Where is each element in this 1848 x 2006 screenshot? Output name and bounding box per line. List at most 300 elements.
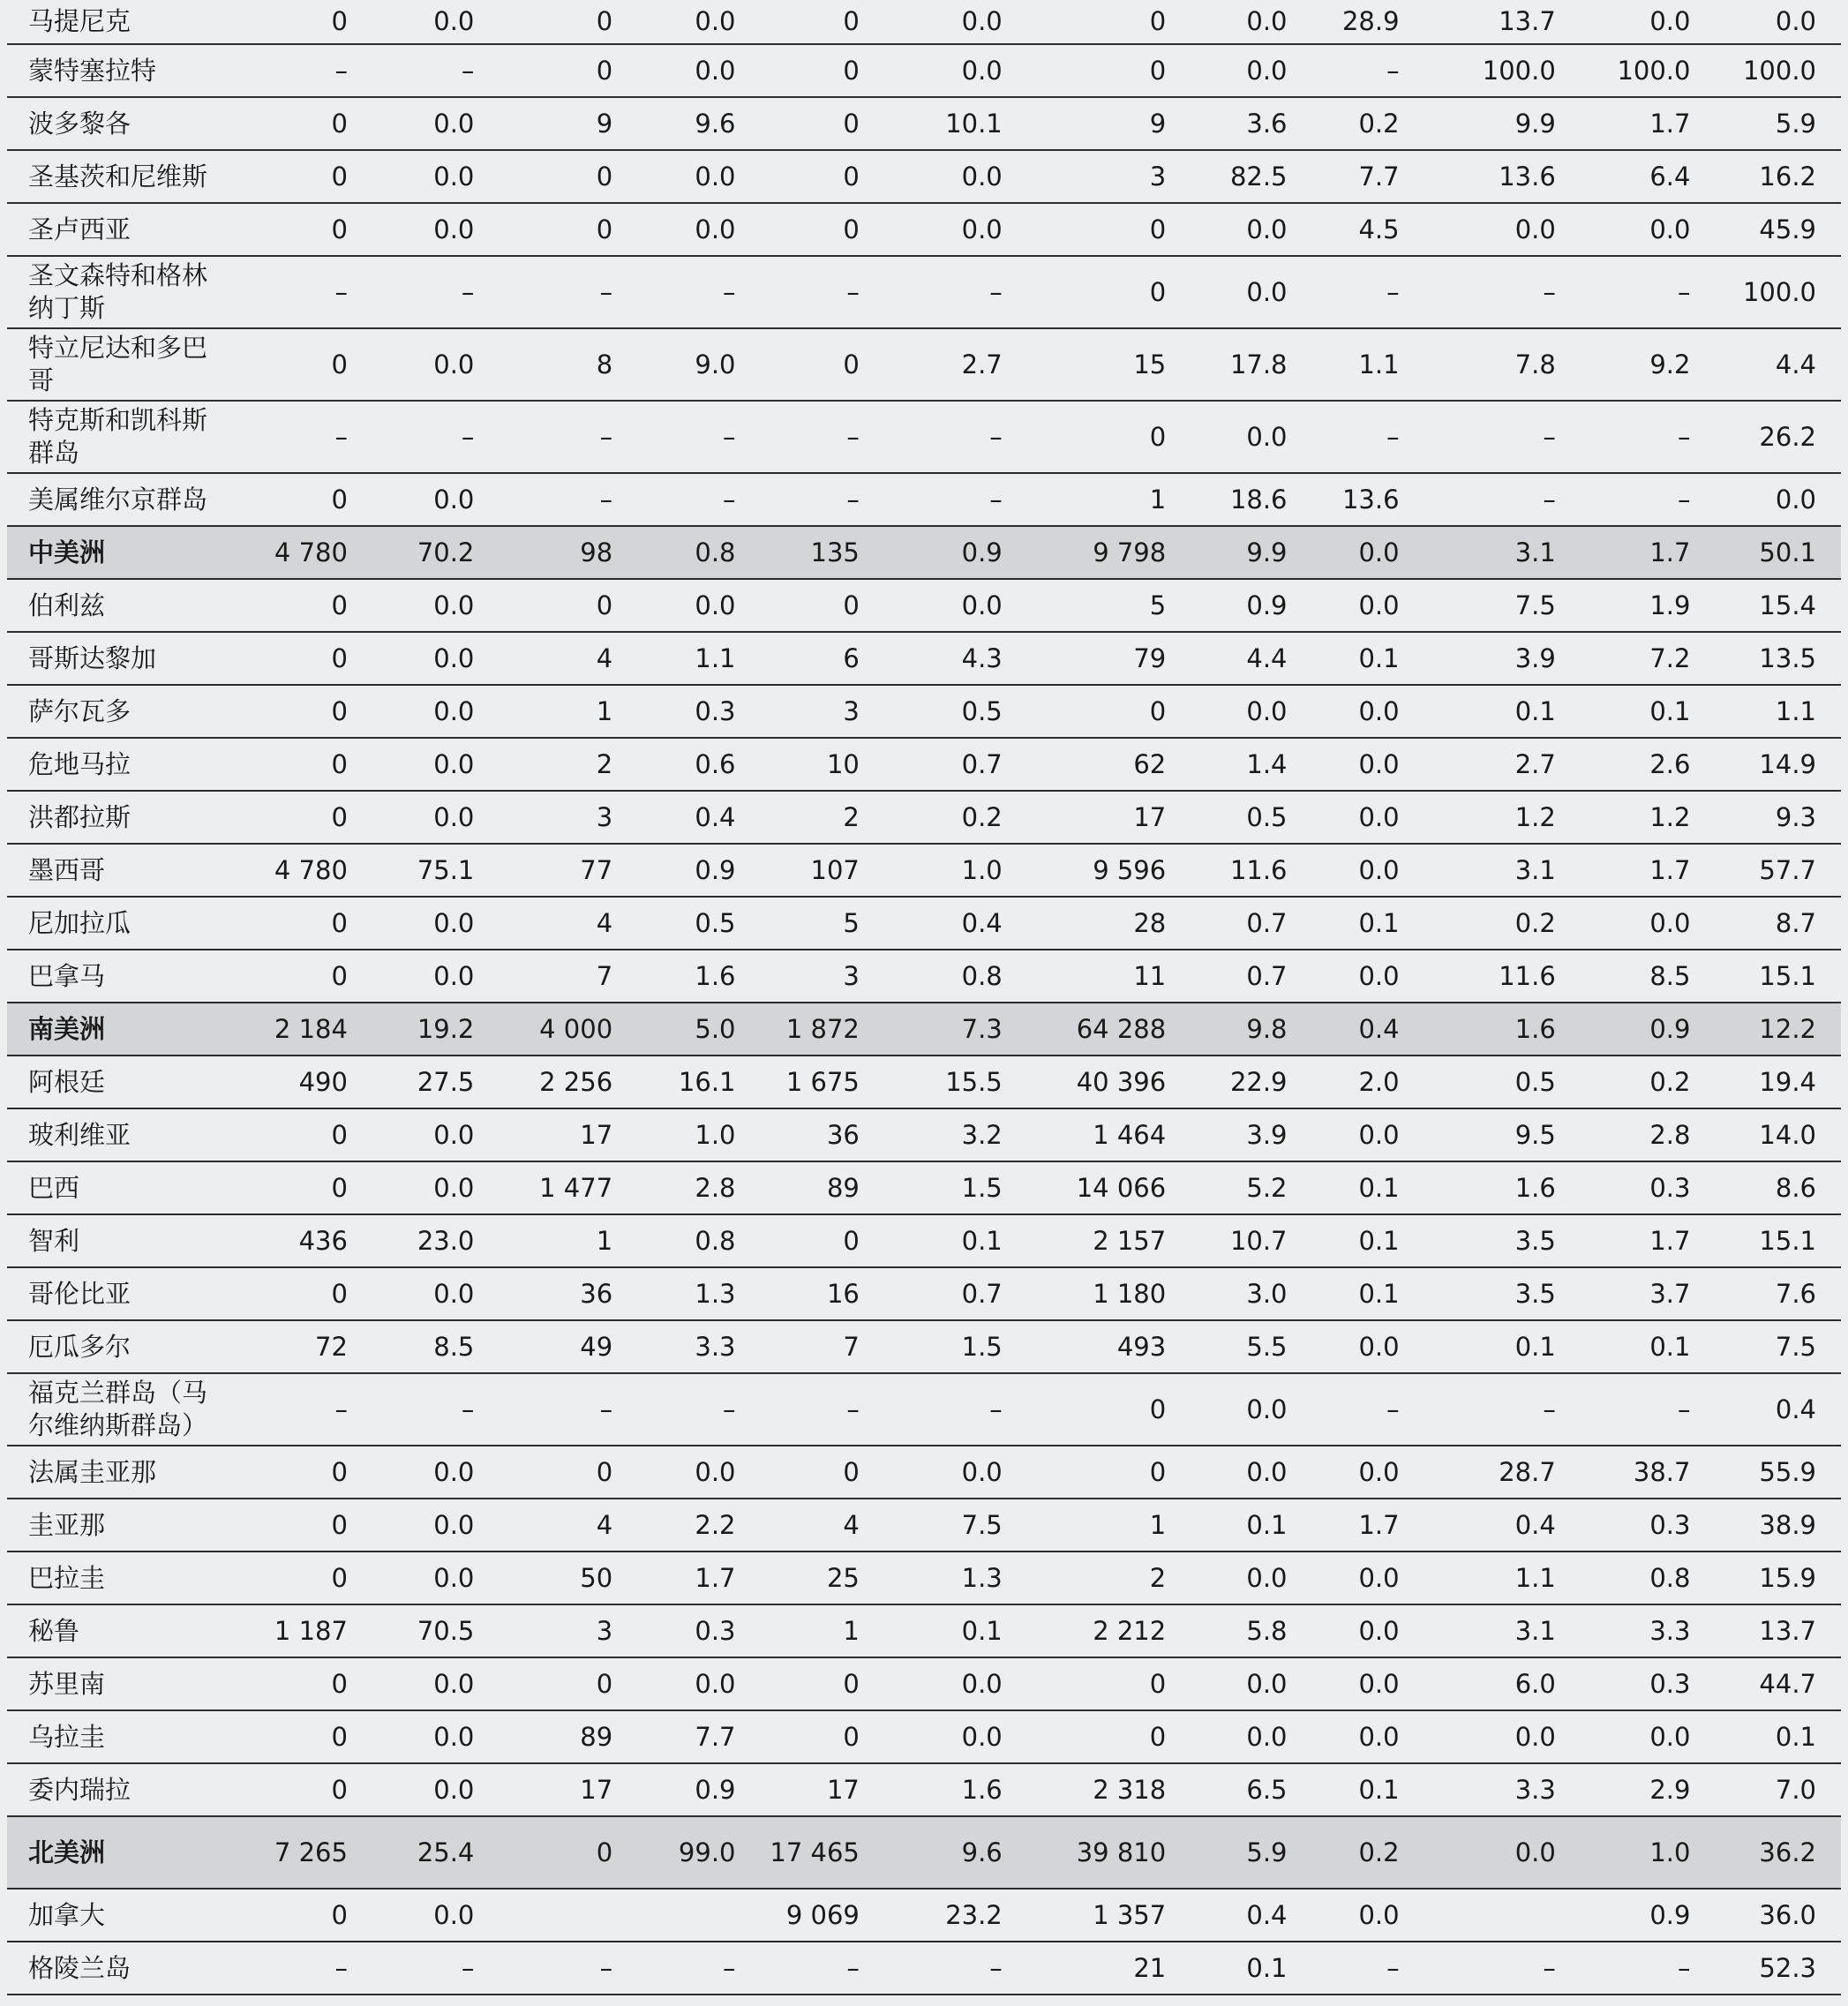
row-label: 中美洲 [7, 526, 217, 579]
cell-col-1: 0 [217, 897, 372, 950]
cell-col-9: – [1312, 1942, 1424, 1995]
cell-col-5: – [761, 1942, 884, 1995]
cell-col-12: 13.5 [1715, 632, 1841, 685]
cell-col-11: 0.3 [1581, 1499, 1716, 1551]
cell-col-9: 0.0 [1312, 844, 1424, 897]
cell-col-2: 0.0 [372, 1551, 499, 1604]
cell-col-6: 0.9 [884, 526, 1027, 579]
cell-col-9: 4.5 [1312, 203, 1424, 256]
cell-col-6: – [884, 1373, 1027, 1446]
cell-col-7: 1 [1027, 1499, 1191, 1551]
row-label: 加拿大 [7, 1889, 217, 1942]
row-label: 格陵兰岛 [7, 1942, 217, 1995]
cell-col-3: 4 000 [499, 1003, 637, 1056]
row-label: 圭亚那 [7, 1499, 217, 1551]
cell-col-1: 0 [217, 328, 372, 401]
cell-col-9: 0.2 [1312, 97, 1424, 150]
cell-col-10: 0.1 [1424, 685, 1581, 738]
cell-col-4: 5.0 [637, 1003, 760, 1056]
row-label: 洪都拉斯 [7, 791, 217, 844]
cell-col-11: 9.2 [1581, 328, 1716, 401]
row-label: 秘鲁 [7, 1604, 217, 1657]
cell-col-4: 1.1 [637, 632, 760, 685]
cell-col-2: 23.0 [372, 1214, 499, 1267]
cell-col-12: 15.1 [1715, 1214, 1841, 1267]
cell-col-8: 0.0 [1191, 203, 1311, 256]
cell-col-4: 0.4 [637, 791, 760, 844]
cell-col-7: 28 [1027, 897, 1191, 950]
cell-col-6: 7.5 [884, 1499, 1027, 1551]
cell-col-5: – [761, 473, 884, 526]
cell-col-12: 1.1 [1715, 685, 1841, 738]
cell-col-2: 70.5 [372, 1604, 499, 1657]
cell-col-2: – [372, 256, 499, 328]
cell-col-7: 64 288 [1027, 1003, 1191, 1056]
cell-col-9: 0.1 [1312, 1763, 1424, 1816]
cell-col-9: 2.0 [1312, 1056, 1424, 1108]
cell-col-12: 4.4 [1715, 328, 1841, 401]
cell-col-7: 0 [1027, 1657, 1191, 1710]
cell-col-7: 1 464 [1027, 1108, 1191, 1161]
cell-col-8: 6.5 [1191, 1763, 1311, 1816]
cell-col-9: – [1312, 44, 1424, 97]
table-row [7, 1710, 1841, 1763]
cell-col-6: 1.6 [884, 1763, 1027, 1816]
table-row [7, 1446, 1841, 1499]
cell-col-3: 0 [499, 1446, 637, 1499]
cell-col-11: 1.2 [1581, 791, 1716, 844]
cell-col-9: 0.1 [1312, 632, 1424, 685]
table-row [7, 1657, 1841, 1710]
row-label: 尼加拉瓜 [7, 897, 217, 950]
cell-col-6: 9.6 [884, 1816, 1027, 1889]
cell-col-3: 0 [499, 203, 637, 256]
cell-col-8: 4.4 [1191, 632, 1311, 685]
cell-col-8: 0.1 [1191, 1499, 1311, 1551]
cell-col-11: 0.3 [1581, 1657, 1716, 1710]
cell-col-3: 3 [499, 791, 637, 844]
cell-col-2: – [372, 401, 499, 473]
cell-col-10: – [1424, 1942, 1581, 1995]
cell-col-11: 6.4 [1581, 150, 1716, 203]
cell-col-4: 3.3 [637, 1320, 760, 1373]
cell-col-7: 14 066 [1027, 1161, 1191, 1214]
cell-col-3: 89 [499, 1710, 637, 1763]
cell-col-3: 49 [499, 1320, 637, 1373]
cell-col-8: 0.9 [1191, 579, 1311, 632]
cell-col-4: 1.6 [637, 950, 760, 1003]
cell-col-8: 9.9 [1191, 526, 1311, 579]
cell-col-2: 25.4 [372, 1816, 499, 1889]
cell-col-5: 10 [761, 738, 884, 791]
cell-col-11: 3.3 [1581, 1604, 1716, 1657]
cell-col-12: 26.2 [1715, 401, 1841, 473]
cell-col-9: 0.0 [1312, 1108, 1424, 1161]
row-label: 萨尔瓦多 [7, 685, 217, 738]
cell-col-9: 0.0 [1312, 1657, 1424, 1710]
cell-col-4: 0.6 [637, 738, 760, 791]
row-label: 厄瓜多尔 [7, 1320, 217, 1373]
cell-col-8: 5.2 [1191, 1161, 1311, 1214]
cell-col-2: 0.0 [372, 791, 499, 844]
cell-col-8: 82.5 [1191, 150, 1311, 203]
cell-col-3: 7 [499, 950, 637, 1003]
cell-col-12: 16.2 [1715, 150, 1841, 203]
cell-col-5: 0 [761, 97, 884, 150]
cell-col-9: 0.0 [1312, 1551, 1424, 1604]
cell-col-5: 6 [761, 632, 884, 685]
cell-col-3: – [499, 473, 637, 526]
cell-col-8: 0.0 [1191, 0, 1311, 44]
cell-col-6: 0.2 [884, 791, 1027, 844]
cell-col-11: 1.7 [1581, 844, 1716, 897]
cell-col-7: 2 318 [1027, 1763, 1191, 1816]
cell-col-7: 0 [1027, 256, 1191, 328]
cell-col-11: – [1581, 1942, 1716, 1995]
cell-col-12: 5.9 [1715, 97, 1841, 150]
cell-col-12: 14.0 [1715, 1108, 1841, 1161]
cell-col-12: 13.7 [1715, 1604, 1841, 1657]
cell-col-7: 79 [1027, 632, 1191, 685]
row-label: 智利 [7, 1214, 217, 1267]
table-row [7, 0, 1841, 44]
cell-col-3: – [499, 401, 637, 473]
cell-col-6: 0.1 [884, 1214, 1027, 1267]
row-label: 阿根廷 [7, 1056, 217, 1108]
cell-col-5: 0 [761, 1657, 884, 1710]
cell-col-3: 4 [499, 1499, 637, 1551]
table-row [7, 1267, 1841, 1320]
cell-col-1: 72 [217, 1320, 372, 1373]
cell-col-3: 17 [499, 1108, 637, 1161]
cell-col-1: 436 [217, 1214, 372, 1267]
cell-col-7: 0 [1027, 203, 1191, 256]
cell-col-7: 39 810 [1027, 1816, 1191, 1889]
cell-col-5: 1 675 [761, 1056, 884, 1108]
cell-col-6: 0.4 [884, 897, 1027, 950]
cell-col-3: 8 [499, 328, 637, 401]
cell-col-3: 17 [499, 1763, 637, 1816]
cell-col-9: 28.9 [1312, 0, 1424, 44]
cell-col-6: 1.0 [884, 844, 1027, 897]
cell-col-2: 0.0 [372, 1108, 499, 1161]
cell-col-9: 1.7 [1312, 1499, 1424, 1551]
cell-col-8: 10.7 [1191, 1214, 1311, 1267]
row-label: 马提尼克 [7, 0, 217, 44]
cell-col-11: 0.3 [1581, 1161, 1716, 1214]
cell-col-9: 0.0 [1312, 1889, 1424, 1942]
cell-col-12: 15.9 [1715, 1551, 1841, 1604]
cell-col-4: – [637, 1373, 760, 1446]
table-row [7, 203, 1841, 256]
cell-col-4: – [637, 1942, 760, 1995]
cell-col-10: 3.5 [1424, 1214, 1581, 1267]
cell-col-9: 0.0 [1312, 950, 1424, 1003]
cell-col-9: 0.0 [1312, 579, 1424, 632]
cell-col-9: 0.2 [1312, 1816, 1424, 1889]
cell-col-11: 1.7 [1581, 1214, 1716, 1267]
table-row [7, 97, 1841, 150]
cell-col-1: 490 [217, 1056, 372, 1108]
cell-col-1: 0 [217, 1551, 372, 1604]
cell-col-9: 0.0 [1312, 526, 1424, 579]
cell-col-3: – [499, 1373, 637, 1446]
cell-col-7: 0 [1027, 401, 1191, 473]
cell-col-10: 3.9 [1424, 632, 1581, 685]
cell-col-9: 1.1 [1312, 328, 1424, 401]
cell-col-2: 0.0 [372, 473, 499, 526]
region-group-row [7, 1816, 1841, 1889]
row-label: 蒙特塞拉特 [7, 44, 217, 97]
cell-col-6: 0.0 [884, 44, 1027, 97]
cell-col-10: 1.2 [1424, 791, 1581, 844]
cell-col-11: 0.0 [1581, 0, 1716, 44]
cell-col-5: 5 [761, 897, 884, 950]
cell-col-7: 9 798 [1027, 526, 1191, 579]
cell-col-6: 0.0 [884, 1710, 1027, 1763]
row-label: 北美洲 [7, 1816, 217, 1889]
cell-col-7: 0 [1027, 685, 1191, 738]
region-group-row [7, 526, 1841, 579]
cell-col-7: 0 [1027, 1710, 1191, 1763]
cell-col-1: 0 [217, 1161, 372, 1214]
cell-col-11: 2.6 [1581, 738, 1716, 791]
cell-col-1: – [217, 44, 372, 97]
row-label: 伯利兹 [7, 579, 217, 632]
table-row [7, 1604, 1841, 1657]
cell-col-12: 8.6 [1715, 1161, 1841, 1214]
row-label: 特克斯和凯科斯群岛 [7, 401, 217, 473]
cell-col-7: 0 [1027, 44, 1191, 97]
cell-col-6: 0.0 [884, 150, 1027, 203]
cell-col-12: 15.4 [1715, 579, 1841, 632]
cell-col-9: 0.0 [1312, 685, 1424, 738]
table-row [7, 1108, 1841, 1161]
cell-col-10: 1.6 [1424, 1161, 1581, 1214]
cell-col-5: – [761, 256, 884, 328]
cell-col-4: 0.5 [637, 897, 760, 950]
cell-col-7: 15 [1027, 328, 1191, 401]
cell-col-11: 0.1 [1581, 1320, 1716, 1373]
cell-col-3: 0 [499, 150, 637, 203]
cell-col-8: 3.6 [1191, 97, 1311, 150]
cell-col-8: 0.0 [1191, 1446, 1311, 1499]
cell-col-1: 0 [217, 1499, 372, 1551]
cell-col-8: 5.9 [1191, 1816, 1311, 1889]
table-row [7, 685, 1841, 738]
row-label: 哥斯达黎加 [7, 632, 217, 685]
cell-col-10: 9.5 [1424, 1108, 1581, 1161]
table-row [7, 897, 1841, 950]
table-row [7, 1551, 1841, 1604]
cell-col-4: 0.0 [637, 579, 760, 632]
cell-col-6: 4.3 [884, 632, 1027, 685]
cell-col-1: 0 [217, 1763, 372, 1816]
cell-col-6: 0.0 [884, 579, 1027, 632]
cell-col-12: 36.0 [1715, 1889, 1841, 1942]
cell-col-4: 2.8 [637, 1161, 760, 1214]
cell-col-9: 0.1 [1312, 897, 1424, 950]
cell-col-1: 0 [217, 950, 372, 1003]
cell-col-4 [637, 1889, 760, 1942]
cell-col-1: 0 [217, 579, 372, 632]
cell-col-5: 0 [761, 1214, 884, 1267]
cell-col-2: 0.0 [372, 203, 499, 256]
row-label: 特立尼达和多巴哥 [7, 328, 217, 401]
cell-col-9: – [1312, 401, 1424, 473]
cell-col-11: 7.2 [1581, 632, 1716, 685]
cell-col-8: 18.6 [1191, 473, 1311, 526]
cell-col-5: 0 [761, 579, 884, 632]
cell-col-2: 8.5 [372, 1320, 499, 1373]
cell-col-2: 0.0 [372, 1657, 499, 1710]
cell-col-12: 0.4 [1715, 1373, 1841, 1446]
cell-col-4: 16.1 [637, 1056, 760, 1108]
cell-col-5: 0 [761, 150, 884, 203]
cell-col-10: 1.6 [1424, 1003, 1581, 1056]
cell-col-9: 0.0 [1312, 1604, 1424, 1657]
cell-col-6: 1.3 [884, 1551, 1027, 1604]
cell-col-9: 0.0 [1312, 1710, 1424, 1763]
cell-col-10: 0.0 [1424, 1816, 1581, 1889]
cell-col-10: 7.8 [1424, 328, 1581, 401]
cell-col-3: 4 [499, 632, 637, 685]
cell-col-5: 0 [761, 203, 884, 256]
cell-col-7: 11 [1027, 950, 1191, 1003]
cell-col-1: 0 [217, 473, 372, 526]
cell-col-9: 0.1 [1312, 1161, 1424, 1214]
cell-col-6: 2.7 [884, 328, 1027, 401]
cell-col-2: – [372, 1373, 499, 1446]
cell-col-1: 0 [217, 685, 372, 738]
cell-col-10: 3.3 [1424, 1763, 1581, 1816]
table-row [7, 579, 1841, 632]
cell-col-6: 0.0 [884, 203, 1027, 256]
cell-col-5: 135 [761, 526, 884, 579]
cell-col-2: 0.0 [372, 897, 499, 950]
cell-col-3: 0 [499, 1657, 637, 1710]
cell-col-12: 9.3 [1715, 791, 1841, 844]
cell-col-8: 0.0 [1191, 1710, 1311, 1763]
cell-col-4: 9.0 [637, 328, 760, 401]
cell-col-11: 0.0 [1581, 1710, 1716, 1763]
cell-col-5: 107 [761, 844, 884, 897]
cell-col-11: – [1581, 473, 1716, 526]
cell-col-5: 16 [761, 1267, 884, 1320]
cell-col-10: 3.1 [1424, 844, 1581, 897]
cell-col-11: 0.9 [1581, 1889, 1716, 1942]
row-label: 墨西哥 [7, 844, 217, 897]
cell-col-5: 0 [761, 0, 884, 44]
row-label: 苏里南 [7, 1657, 217, 1710]
row-label: 福克兰群岛（马尔维纳斯群岛） [7, 1373, 217, 1446]
row-label: 美属维尔京群岛 [7, 473, 217, 526]
cell-col-10: 9.9 [1424, 97, 1581, 150]
cell-col-1: 0 [217, 1657, 372, 1710]
cell-col-12: 7.6 [1715, 1267, 1841, 1320]
cell-col-2: 0.0 [372, 1889, 499, 1942]
cell-col-8: 17.8 [1191, 328, 1311, 401]
cell-col-10: 100.0 [1424, 44, 1581, 97]
cell-col-1: 0 [217, 203, 372, 256]
cell-col-12: 36.2 [1715, 1816, 1841, 1889]
cell-col-4: 0.0 [637, 1657, 760, 1710]
cell-col-7: 9 [1027, 97, 1191, 150]
row-label: 南美洲 [7, 1003, 217, 1056]
table-row [7, 1942, 1841, 1995]
cell-col-1: 0 [217, 738, 372, 791]
cell-col-9: 0.0 [1312, 1446, 1424, 1499]
cell-col-2: 0.0 [372, 0, 499, 44]
cell-col-7: 1 [1027, 473, 1191, 526]
cell-col-6: – [884, 1942, 1027, 1995]
cell-col-11: 0.1 [1581, 685, 1716, 738]
row-label: 法属圭亚那 [7, 1446, 217, 1499]
cell-col-6: 0.1 [884, 1604, 1027, 1657]
cell-col-12: 52.3 [1715, 1942, 1841, 1995]
cell-col-11: 1.0 [1581, 1816, 1716, 1889]
table-row [7, 950, 1841, 1003]
cell-col-3: 0 [499, 44, 637, 97]
cell-col-11: 0.0 [1581, 897, 1716, 950]
table-row [7, 1763, 1841, 1816]
cell-col-3: 50 [499, 1551, 637, 1604]
statistics-table [7, 0, 1841, 1995]
cell-col-4: 9.6 [637, 97, 760, 150]
cell-col-11: 1.9 [1581, 579, 1716, 632]
cell-col-10: 0.2 [1424, 897, 1581, 950]
cell-col-5: 17 465 [761, 1816, 884, 1889]
cell-col-7: 493 [1027, 1320, 1191, 1373]
cell-col-8: 5.5 [1191, 1320, 1311, 1373]
cell-col-1: 0 [217, 1446, 372, 1499]
cell-col-8: 11.6 [1191, 844, 1311, 897]
cell-col-8: 9.8 [1191, 1003, 1311, 1056]
cell-col-1: 0 [217, 1267, 372, 1320]
cell-col-6: – [884, 256, 1027, 328]
cell-col-9: 0.0 [1312, 1320, 1424, 1373]
cell-col-2: – [372, 44, 499, 97]
cell-col-5: 36 [761, 1108, 884, 1161]
table-row [7, 738, 1841, 791]
cell-col-12: 7.0 [1715, 1763, 1841, 1816]
cell-col-2: 0.0 [372, 1499, 499, 1551]
table-row [7, 1889, 1841, 1942]
cell-col-3: 2 256 [499, 1056, 637, 1108]
cell-col-8: 0.4 [1191, 1889, 1311, 1942]
cell-col-6: – [884, 401, 1027, 473]
cell-col-7: 1 180 [1027, 1267, 1191, 1320]
row-label: 圣基茨和尼维斯 [7, 150, 217, 203]
cell-col-5: 1 [761, 1604, 884, 1657]
cell-col-2: 0.0 [372, 97, 499, 150]
cell-col-10: 0.5 [1424, 1056, 1581, 1108]
table-row [7, 844, 1841, 897]
row-label: 巴拉圭 [7, 1551, 217, 1604]
cell-col-10: 13.6 [1424, 150, 1581, 203]
cell-col-1: 7 265 [217, 1816, 372, 1889]
table-row [7, 1499, 1841, 1551]
cell-col-2: – [372, 1942, 499, 1995]
cell-col-11: – [1581, 401, 1716, 473]
cell-col-2: 0.0 [372, 150, 499, 203]
cell-col-10: – [1424, 1373, 1581, 1446]
cell-col-12: 14.9 [1715, 738, 1841, 791]
cell-col-8: 0.5 [1191, 791, 1311, 844]
row-label: 圣卢西亚 [7, 203, 217, 256]
cell-col-2: 0.0 [372, 1267, 499, 1320]
cell-col-10: – [1424, 473, 1581, 526]
